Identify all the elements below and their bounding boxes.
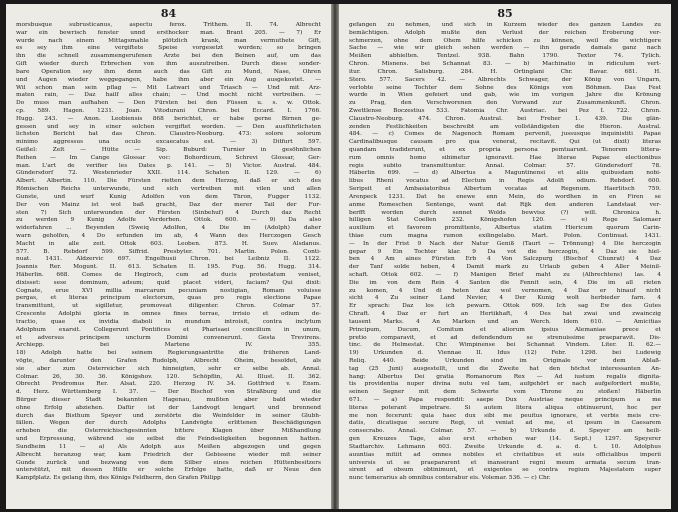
text-line: Er sprach: Daz los ich pewarn. Ottok 609. Ich sag Ew des Gutes xyxy=(349,303,661,310)
text-line: Gunste, und wurf Kunig Adolfen von dem Thron, Fugger 1132. xyxy=(16,193,321,200)
text-line: thiae cum magna rumon exilingelabo. Mart. Polon. Continuat. 1431. xyxy=(349,232,661,239)
text-line: ihn die schnell zusammengerufenen Ärzte bei den Beinen auf, um das xyxy=(16,53,321,60)
text-line: bemächtigen. Adolph mußte den Verlust der reichen Eroberung ver- xyxy=(349,29,661,36)
text-line: rum omnis homo sibimetur ignoravit. Hae literae Papae electionibus xyxy=(349,154,661,161)
text-line: quandam tradiderunt, et ex propria persona pemtuarunt. Tenorem littera- xyxy=(349,147,661,153)
text-line: Meißen abhielten. Tentzel. 938. Bahn 1790. Textor 74. Tylich. xyxy=(349,53,661,60)
text-line: Albert. Albertin. 110. Die Fürsten rietten dem Herzog, daß er sich des xyxy=(16,178,321,185)
text-line: Hugg. 243. — Anon. Leobiensis 868 berichtet, er habe gerne Birnen ge- xyxy=(16,115,321,122)
text-line: Claustro-Neoburg. 474. Chron. Austral. bei Freher 1. 439. Die glän- xyxy=(349,115,661,122)
text-line: et adversus principem uncturm Domini convenerunt. Gesta Trevirens. xyxy=(16,334,321,341)
text-line: zu werden 9 Kunig Adolfe Verderben. Ottok. 600. — 9) Da also xyxy=(16,217,321,224)
text-line: hang: Albertus Dei gratia Romanorum Rex — Ad iustum regalis dignita- xyxy=(349,373,661,380)
text-line: 18) Adolph hatte bei seinem Regierungsantritte die früheren Land- xyxy=(16,350,321,357)
text-line: Zwettlense Boczestius 533. Fatomia Chr. Austriac. bei Pez I. 722. Chron. xyxy=(349,107,661,114)
text-line: Seripsit et Ambasiatoribus Albertum vocatas ad Regenum. Haerlitsch 759. xyxy=(349,186,661,193)
text-line: — In der Frist 9 Nach der Natur Geniß (Taurt — Trönnung) 4 Die herczogin xyxy=(349,240,661,247)
text-line: Römischen Reichs unterwunde, und sich vertreiben mit vilen und allen xyxy=(16,186,321,193)
text-line: Reliq. 440. Beide Urkunden sind im Originale vor dem Ablaß- xyxy=(349,357,661,364)
text-line: Arenpeck 1231. Dat he enewe enn Mein, do wordhen in en Firen se xyxy=(349,193,661,200)
text-line: auxilium et favorem promittente, Albertus statim Hiericum quorum Carin- xyxy=(349,225,661,232)
text-line: Gündersdorf 72. Westenrieder XXII. 114. Schaten II. 129. — 6) xyxy=(16,170,321,177)
text-line: Häberlin. 668. Comes de Hegiroch, cum ad ducis protestatum veniset, xyxy=(16,272,321,278)
left-page xyxy=(6,4,331,509)
text-line: lichsten Bericht hat das Chron. Claustro-Neoburg. 473: solore solorum xyxy=(16,131,321,138)
text-line: Die im von dem Rein 4 Santen die Fennit sein, 4 Die im all rieten xyxy=(349,279,661,286)
text-line: Cardinalibusque causam pro qua venerat, recitavit. Qui (ut dixit) literas xyxy=(349,139,661,146)
text-line: Joannis Rer. Mogunt. II. 613. Schaten II. 195. Fug. 56. Hugg. 314. xyxy=(16,264,321,271)
text-line: Obrecht Prodromus Rer. Alsat. 220. Herzog IV. 34. Gottfried v. Ensm. xyxy=(16,381,321,388)
text-line: Albrecht heranzog war, kam Friedrich der Gebissene wieder mit seiner xyxy=(16,451,321,458)
text-line: tis providentia nuper divina nutu vel tam, aufgehört er nach aufgefordert mußte, xyxy=(349,381,661,388)
text-line: Crescente Adolphi gloria in omnes fines terrae, irrisio et odium de- xyxy=(16,311,321,318)
text-line: der Tanf solde heben, 4 Damit mark zu Urlaub geben 4 Aller Meinil- xyxy=(349,264,661,271)
text-line: gessen und sey in einer solchen vergiftet worden. — Den ausführlichsten xyxy=(16,123,321,130)
text-line: tinc. de Helmestat. Chr. Wimpinense bei Schannat Vindem. Liter. II. 62.— xyxy=(349,342,661,349)
text-line: widerfahren ... Beyenden (Sweiq Adolfen, 4 Die im (Adolph) daher xyxy=(16,225,321,232)
text-line: sten 7) Sich unterwunden der Fürsten (Sinbehuf) 4 Durch daz Recht xyxy=(16,209,321,216)
text-line: minimo aggressus una oculo excaecatus est. — 3) Ditfurt 597. xyxy=(16,139,321,146)
text-line: durch das Bisthum Speyer und zerstörte die Weinfelder in seiner Glubh- xyxy=(16,412,321,419)
text-line: itur. Chron. Salisburg. 284. H. Ortinglani Chr. Bavar. 681. H. xyxy=(349,68,661,75)
text-line: 671. — a) Papa respondit: saepe Dux Austriae neque principum a me xyxy=(349,397,661,403)
text-line: Colmar. 26, 30. 36. Königshov. 120. Schöpflin, Al. Illust. II. 362. xyxy=(16,373,321,380)
text-line: Stadtarchiv. Lehmann 603. Zweite Urkunde d. a. d. t. 10. Adolphus xyxy=(349,443,661,450)
text-line: 19) Urkunden d. Viennae II. Idus (12) Febr. 1298. bei Ludewig xyxy=(349,350,661,357)
text-line: sie aber zum Österreicher sich hinneigten, sehr er selbe ab. Annal. xyxy=(16,365,321,372)
text-line: Häberlin 699. — d) Albertus a Maguntinensi et aliis quibusdam nobi- xyxy=(349,170,661,177)
text-line: schmerzen, ohne dem Ohem hilfe schicken zu können, weil die wichtigere xyxy=(349,37,661,44)
text-line: erhoben die Österreichischgesinnten bittere Klagen über Mißhandlung xyxy=(16,428,321,435)
text-line: auuntias mitiit ad omnes nobiles et civitatibus et suis officialibus imperii xyxy=(349,451,661,458)
text-line: man. L'art de verifier les Dates p. 141. — 5) Victor. Austral. 484. xyxy=(16,162,321,169)
page-number-left: 84 xyxy=(160,7,177,20)
text-line: pretio comparavit, et ad defendendum se strenuissime praeparavit. Dis- xyxy=(349,334,661,341)
text-line: und Augen wieder weggegangen, habe ihm aber ein Aug ausgekostet. — xyxy=(16,76,321,83)
text-line: gen Kreuzes Tage, also erst erhoben war (14. Sept.) 1297. Speyerer xyxy=(349,436,661,443)
text-line: vögte, darunter den Grafen Rudolph, Albrecht Oheim, besoldet, als xyxy=(16,357,321,364)
text-line: transmittunt, ut sigilletur, promoveat diligenter. Chron. Colmar 57. xyxy=(16,303,321,310)
text-line: universis ut se praepararent et inanserant regni meum armata secum tran- xyxy=(349,459,661,466)
right-page-text xyxy=(349,22,661,483)
text-line: dixisset: sese dominum, adsum; quid placet videri, faciam? Qui dixit: xyxy=(16,279,321,286)
text-line: anme Romeschen Sentenge, want dat Rijk den anderen Landstaat ver- xyxy=(349,201,661,208)
text-line: Adolphum exarsit. Collegerunt Pontifices et Pharisaei concilium in unum, xyxy=(16,326,321,333)
text-line: Sundheim 11 — a) Als Adolph aus Meißen abgezogen und gegen xyxy=(16,443,321,450)
text-line: Gunde zurück und bezwang von dem Silber eines reichen Hüttenbesitzers xyxy=(16,459,321,466)
text-line: wurde in Wien gefeiert und gab, wie im vorigen Jahre die Krönung xyxy=(349,92,661,99)
text-line: Gift wieder durch Erbrechen von ihm auszutreiben. Durch diese sonder- xyxy=(16,61,321,68)
text-line: zu Prag, den Verschworenen den Vorwand zur Zusammenkunft. Chron. xyxy=(349,100,661,107)
text-line: sirent ad obsum obtinimunt, et exigentes se contra regium Majestatem super xyxy=(349,467,661,474)
text-line: tausent Marks. 4 An Marken und an Werch. Idem 610. — Amicitias xyxy=(349,318,661,325)
text-line: me non fecerunt: quia haec dux sibi me peuitus ignorare, et verbis meis cre- xyxy=(349,412,661,419)
text-line: literas poterant impetrare. Si autem litera aliqua obtinuerunt, hoc per xyxy=(349,404,661,411)
text-line: gefangen zu nehmen, und sich in Kurzem wieder des ganzen Landes zu xyxy=(349,22,661,28)
text-line: verlobte seine Tochter dem Sohne des Königs von Böhmen. Das Fest xyxy=(349,84,661,91)
text-line: Bürger dieser Stadt bekannten Hagenau, mußten aber bald wieder xyxy=(16,397,321,403)
text-line: bare Operation sey ihm denn auch das Gift zu Mund, Nase, Ohren xyxy=(16,68,321,75)
text-line: pergas, et literas principum electorum, quas pro regis electione Papae xyxy=(16,295,321,302)
text-line: Principum, Ducum, Comitum et aliorum ipsius Alemaniae prece et xyxy=(349,326,661,333)
text-line: ben 4 Am aines Fürsten Erb 4 Von Salczpurg (Bischof Chunrat) 4 Daz xyxy=(349,256,661,263)
text-line: libus Rheni vocatus ad Electum in Regis Adolfi odium. Rebdorf. 600. xyxy=(349,178,661,185)
text-line: Chron. Misnens. bei Schannat 83. — b) Machinatio in ridiculum vert- xyxy=(349,61,661,68)
text-line: seinen Segner mit dem Schwerte vom Throne zu stoßen! Häberlin xyxy=(349,389,661,396)
text-line: Wil schon man sein pflag — Mit Latwari und Triasch — Und mit Arz- xyxy=(16,84,321,91)
text-line: maten rain, — Daz hailf alles chain; — Und mocht nicht vertreiben. — xyxy=(16,92,321,99)
text-line: Sache — wie wir gleich sehen werden — ihn gerade damals ganz nach xyxy=(349,45,661,52)
text-line: ohne Erfolg abziehen. Dafür ist der Landvogt lengart und brennend xyxy=(16,404,321,411)
text-line: Macht in alle zeit. Ottok 603. Leoben. 873. H. Suev. Alsdanus. xyxy=(16,240,321,247)
text-line: tag (25 Juni) ausgestellt, und die Zweite hat den höchst interessanten An- xyxy=(349,365,661,372)
text-line: warn geholfen, 4 Do erfunden im ab, 4 Wann des Herczogen Gesch xyxy=(16,232,321,239)
page-number-right: 85 xyxy=(497,7,513,20)
text-line: wurde nach einem Mittagsmahle plötzlich krank, man vermuthete Gift, xyxy=(16,37,321,44)
text-line: Archiepp. bei Martene IV. 355. xyxy=(16,342,321,349)
text-line: es sey ihm eine vergiftete Speise vorgesetzt worden; so bringen xyxy=(16,45,321,52)
left-page-text xyxy=(16,22,321,483)
text-line: Reihen — Im Cange Glossar voc: Bohordicum, Schrevi Glossar, Ger- xyxy=(16,154,321,161)
text-line: nunc temerarius ab omnibus conterabur eis. Volemar. 536. — c) Chr. xyxy=(349,475,551,482)
text-line: cp. 589. Hagen. 1231. Joan. Vitodurani Chron. bei Eccard. I. 1766. xyxy=(16,107,321,114)
text-line: Der von Mainz ist wol baß gracht, Daz der merer Tail der Fur- xyxy=(16,201,321,208)
text-line: zenden Festlichkeiten beschreibt am vollständigsten die Hieron. Austral. xyxy=(349,123,661,130)
text-line: datis, dicatisque secure Regi, ut veniat ad me, et ipsum in Caesarem xyxy=(349,420,661,427)
text-line: consecrabo. Annal. Colmar. 57. — b) Urkunde d. Speyer am heili- xyxy=(349,428,661,435)
text-line: fällen. Wegen der durch Adolphs Landvögte erlittenen Beschädigungen xyxy=(16,420,321,427)
text-line: regis subito transmittuntur. Annal. Colmar. 57. Gündersdorf 78. xyxy=(349,162,661,169)
text-line: hilligen Stat Coellen 232. Königshofen 120. — e) Rege Salomaer xyxy=(349,217,661,224)
text-line: morsbusque subrusticanus, aspectu ferox. Trithem. II. 74. Albrecht xyxy=(16,22,321,28)
text-line: Cognate, erue XVI millia marcarum pecuniam nostigian, Romam voluisse xyxy=(16,287,321,294)
text-line: unterstützt, mit dessen Hilfe er solche Erfolge hatte, daß er Neue den xyxy=(16,467,321,474)
text-line: Geißel: Zelt — Hütte — Sip. Buburd: Turnier in gesöhnlichen xyxy=(16,147,321,153)
text-line: tractio, quae ex invidia diaboli in mundum introisit, contra inclytum xyxy=(16,318,321,325)
text-line: sicht 4 Zu seiner Land Nevier, 4 Der Kunig wolt herbieder farn. 4 xyxy=(349,295,661,302)
text-line: zu komen, 4 Und di heten daz wol vernomen, 4 Daz er hinauf nicht xyxy=(349,287,661,294)
text-line: war ein bewrisch fenster unnd ersthocker man. Brant 205. — 7) Er xyxy=(16,29,321,36)
text-line: 484. — c) Comes de Nagenoch Romam pervenit, jussusque inquinistiti Papae xyxy=(349,131,661,138)
text-line: Chraft. 4 Daz er furt an Hertikhaft, 4 Des hat zwai und zwainczig xyxy=(349,311,661,318)
right-page xyxy=(339,4,671,509)
text-line: d. Herz. Württemberg I. 37. — Der Bischof von Straßburg und die xyxy=(16,389,321,396)
text-line: und Erpressung, während sie selbst die Feindseligkeiten begonnen hatten. xyxy=(16,436,321,443)
text-line: Kampfplatz. Es gelang ihm, des Königs Feldherrn, den Grafen Philipp xyxy=(16,475,221,482)
text-line: Stero. 577. Sacers 42. — Albrechts Schwager, der König von Ungarn, xyxy=(349,76,661,83)
text-line: Do muss man aufhahen — Den Fürsten bei den Füssen u. s. w. Ottok. xyxy=(16,100,321,107)
text-line: gepar 9 Ein Tochter klar. 9 Da vot die herczogin, 4 Daz sie hiel- xyxy=(349,248,661,255)
text-line: 577. B. Rebdorf 599. Siffrid. Presbyter. 701. Martin. Polon. Conti- xyxy=(16,248,321,255)
book-gutter xyxy=(331,4,339,509)
text-line: berfft worden durch sennet Wolds bewvisz (?) will. Chronica h. xyxy=(349,209,661,216)
text-line: nuat. 1431. Aldzervic 697. Engelhusii Chron. bei Leibniz II. 1122. xyxy=(16,256,321,263)
text-line: schaft. Ottok 602. — f) Manigen Brief maht zu (Albrechtens) las. 4 xyxy=(349,272,661,278)
